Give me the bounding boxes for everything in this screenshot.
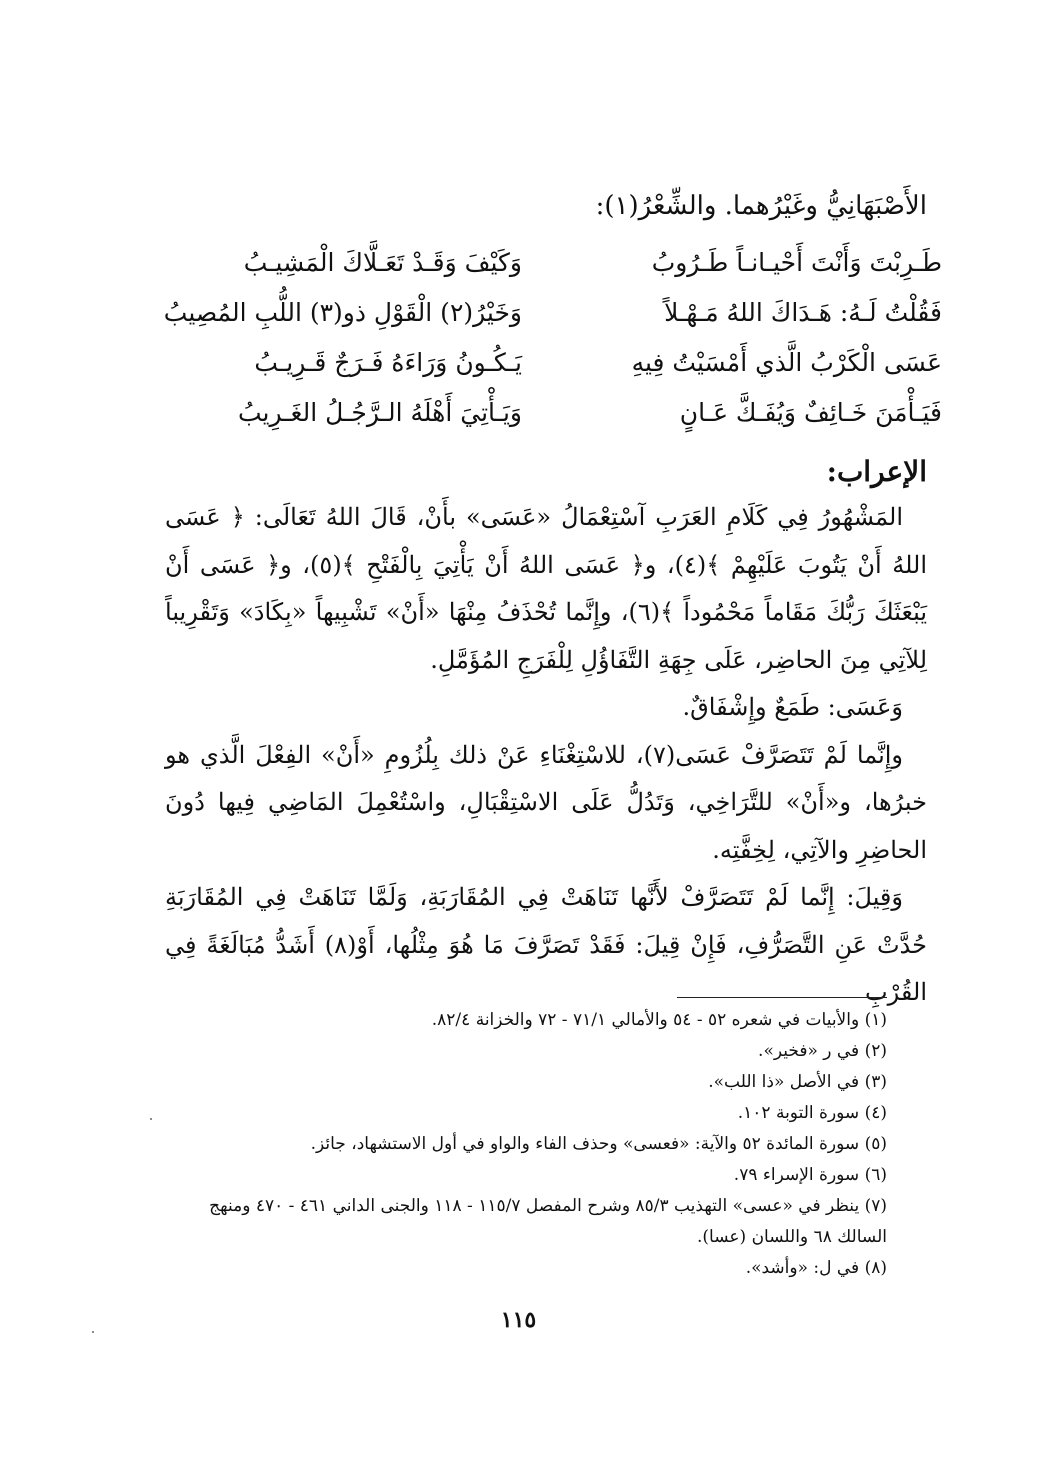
verse-second-hemistich: وَخَيْرُ(٢) الْقَوْلِ ذو(٣) اللُّبِ المُصِيبُ	[163, 298, 522, 327]
body-paragraph: المَشْهُورُ فِي كَلَامِ العَرَبِ آسْتِعْمَالُ «عَسَى» بأَنْ، قَالَ اللهُ تَعَالَى: ﴿ عَسَى اللهُ أَنْ يَتُوبَ عَلَيْهِمْ ﴾(٤)، و﴿ عَسَى اللهُ أَنْ يَأْتِيَ بِالْفَتْحِ ﴾(٥)، و﴿ عَسَى أَنْ يَبْعَثَكَ رَبُّكَ مَقَاماً مَحْمُوداً ﴾(٦)، وإِنَّما تُحْذَفُ مِنْهَا «أَنْ» تَشْبِيهاً «بِكَادَ» وَتَقْرِيباً لِلآتِي مِنَ الحاضِر، عَلَى جِهَةِ التَّفَاؤُلِ لِلْفَرَجِ المُؤَمَّلِ.	[165, 503, 927, 674]
intro-line: الأَصْبَهَانِيُّ وغَيْرُهما. والشِّعْرُ(١):	[595, 191, 927, 221]
verse-first-hemistich: عَسَى الْكَرْبُ الَّذي أَمْسَيْتُ فِيهِ	[631, 348, 942, 377]
scan-speck	[150, 1118, 152, 1120]
scan-speck	[92, 1331, 94, 1333]
footnote: (٢) في ر «فخير».	[758, 1041, 887, 1061]
footnotes	[157, 1005, 887, 1284]
section-heading: الإعراب:	[826, 455, 927, 488]
poem-verse	[162, 338, 942, 388]
page-number: ١١٥	[500, 1307, 537, 1333]
footnote-divider	[677, 997, 887, 998]
verse-second-hemistich: وَيَـأْتِيَ أَهْلَهُ الـرَّجُـلُ الغَـرِيبُ	[237, 398, 522, 427]
verse-first-hemistich: فَيَـأْمَنَ خَـائِفٌ وَيُفَـكَّ عَـانٍ	[679, 398, 942, 427]
footnote: (٥) سورة المائدة ٥٢ والآية: «فعسى» وحذف الفاء والواو في أول الاستشهاد، جائز.	[310, 1134, 887, 1154]
footnote: (٦) سورة الإسراء ٧٩.	[733, 1165, 887, 1185]
footnote: (٧) ينظر في «عسى» التهذيب ٨٥/٣ وشرح المفصل ١١٥/٧ - ١١٨ والجنى الداني ٤٦١ - ٤٧٠ ومنهج السالك ٦٨ واللسان (عسا).	[209, 1196, 887, 1247]
footnote: (٨) في ل: «وأشد».	[745, 1258, 887, 1278]
body-paragraph: وَعَسَى: طَمَعٌ وإِشْفَاقٌ.	[682, 693, 903, 721]
poem-verse	[162, 238, 942, 288]
verse-second-hemistich: يَـكُـونُ وَرَاءَهُ فَـرَجٌ قَـرِيـبُ	[254, 348, 522, 377]
body-text	[165, 494, 927, 1017]
poem	[162, 238, 942, 438]
poem-verse	[162, 388, 942, 438]
verse-second-hemistich: وَكَيْفَ وَقَـدْ تَعَـلَّاكَ الْمَشِيـبُ	[243, 248, 522, 277]
poem-verse	[162, 288, 942, 338]
footnote: (١) والأبيات في شعره ٥٢ - ٥٤ والأمالي ٧١/١ - ٧٢ والخزانة ٨٢/٤.	[431, 1010, 887, 1030]
verse-first-hemistich: فَقُلْتُ لَـهُ: هَـدَاكَ اللهُ مَـهْـلاً	[664, 298, 942, 327]
body-paragraph: وإِنَّما لَمْ تَتَصَرَّفْ عَسَى(٧)، للاسْتِغْنَاءِ عَنْ ذلك بِلُزُومِ «أَنْ» الفِعْلَ الَّذي هو خبرُها، و«أَنْ» للتَّرَاخِي، وَتَدُلُّ عَلَى الاسْتِقْبَالِ، واسْتُعْمِلَ المَاضِي فِيها دُونَ الحاضِرِ والآتِي، لِخِفَّتِه.	[165, 740, 927, 864]
verse-first-hemistich: طَـرِبْتَ وَأَنْتَ أَحْيـانـاً طَـرُوبُ	[651, 248, 942, 277]
footnote: (٣) في الأصل «ذا اللب».	[708, 1072, 887, 1092]
footnote: (٤) سورة التوبة ١٠٢.	[737, 1103, 887, 1123]
body-paragraph: وَقِيلَ: إِنَّما لَمْ تَتَصَرَّفْ لأَنَّها تَنَاهَتْ فِي المُقَارَبَةِ، وَلَمَّا تَنَاهَتْ فِي المُقَارَبَةِ حُدَّتْ عَنِ التَّصَرُّفِ، فَإِنْ قِيلَ: فَقَدْ تَصَرَّفَ مَا هُوَ مِثْلُها، أَوْ(٨) أَشَدُّ مُبَالَغَةً فِي القُرْبِ	[165, 883, 927, 1006]
